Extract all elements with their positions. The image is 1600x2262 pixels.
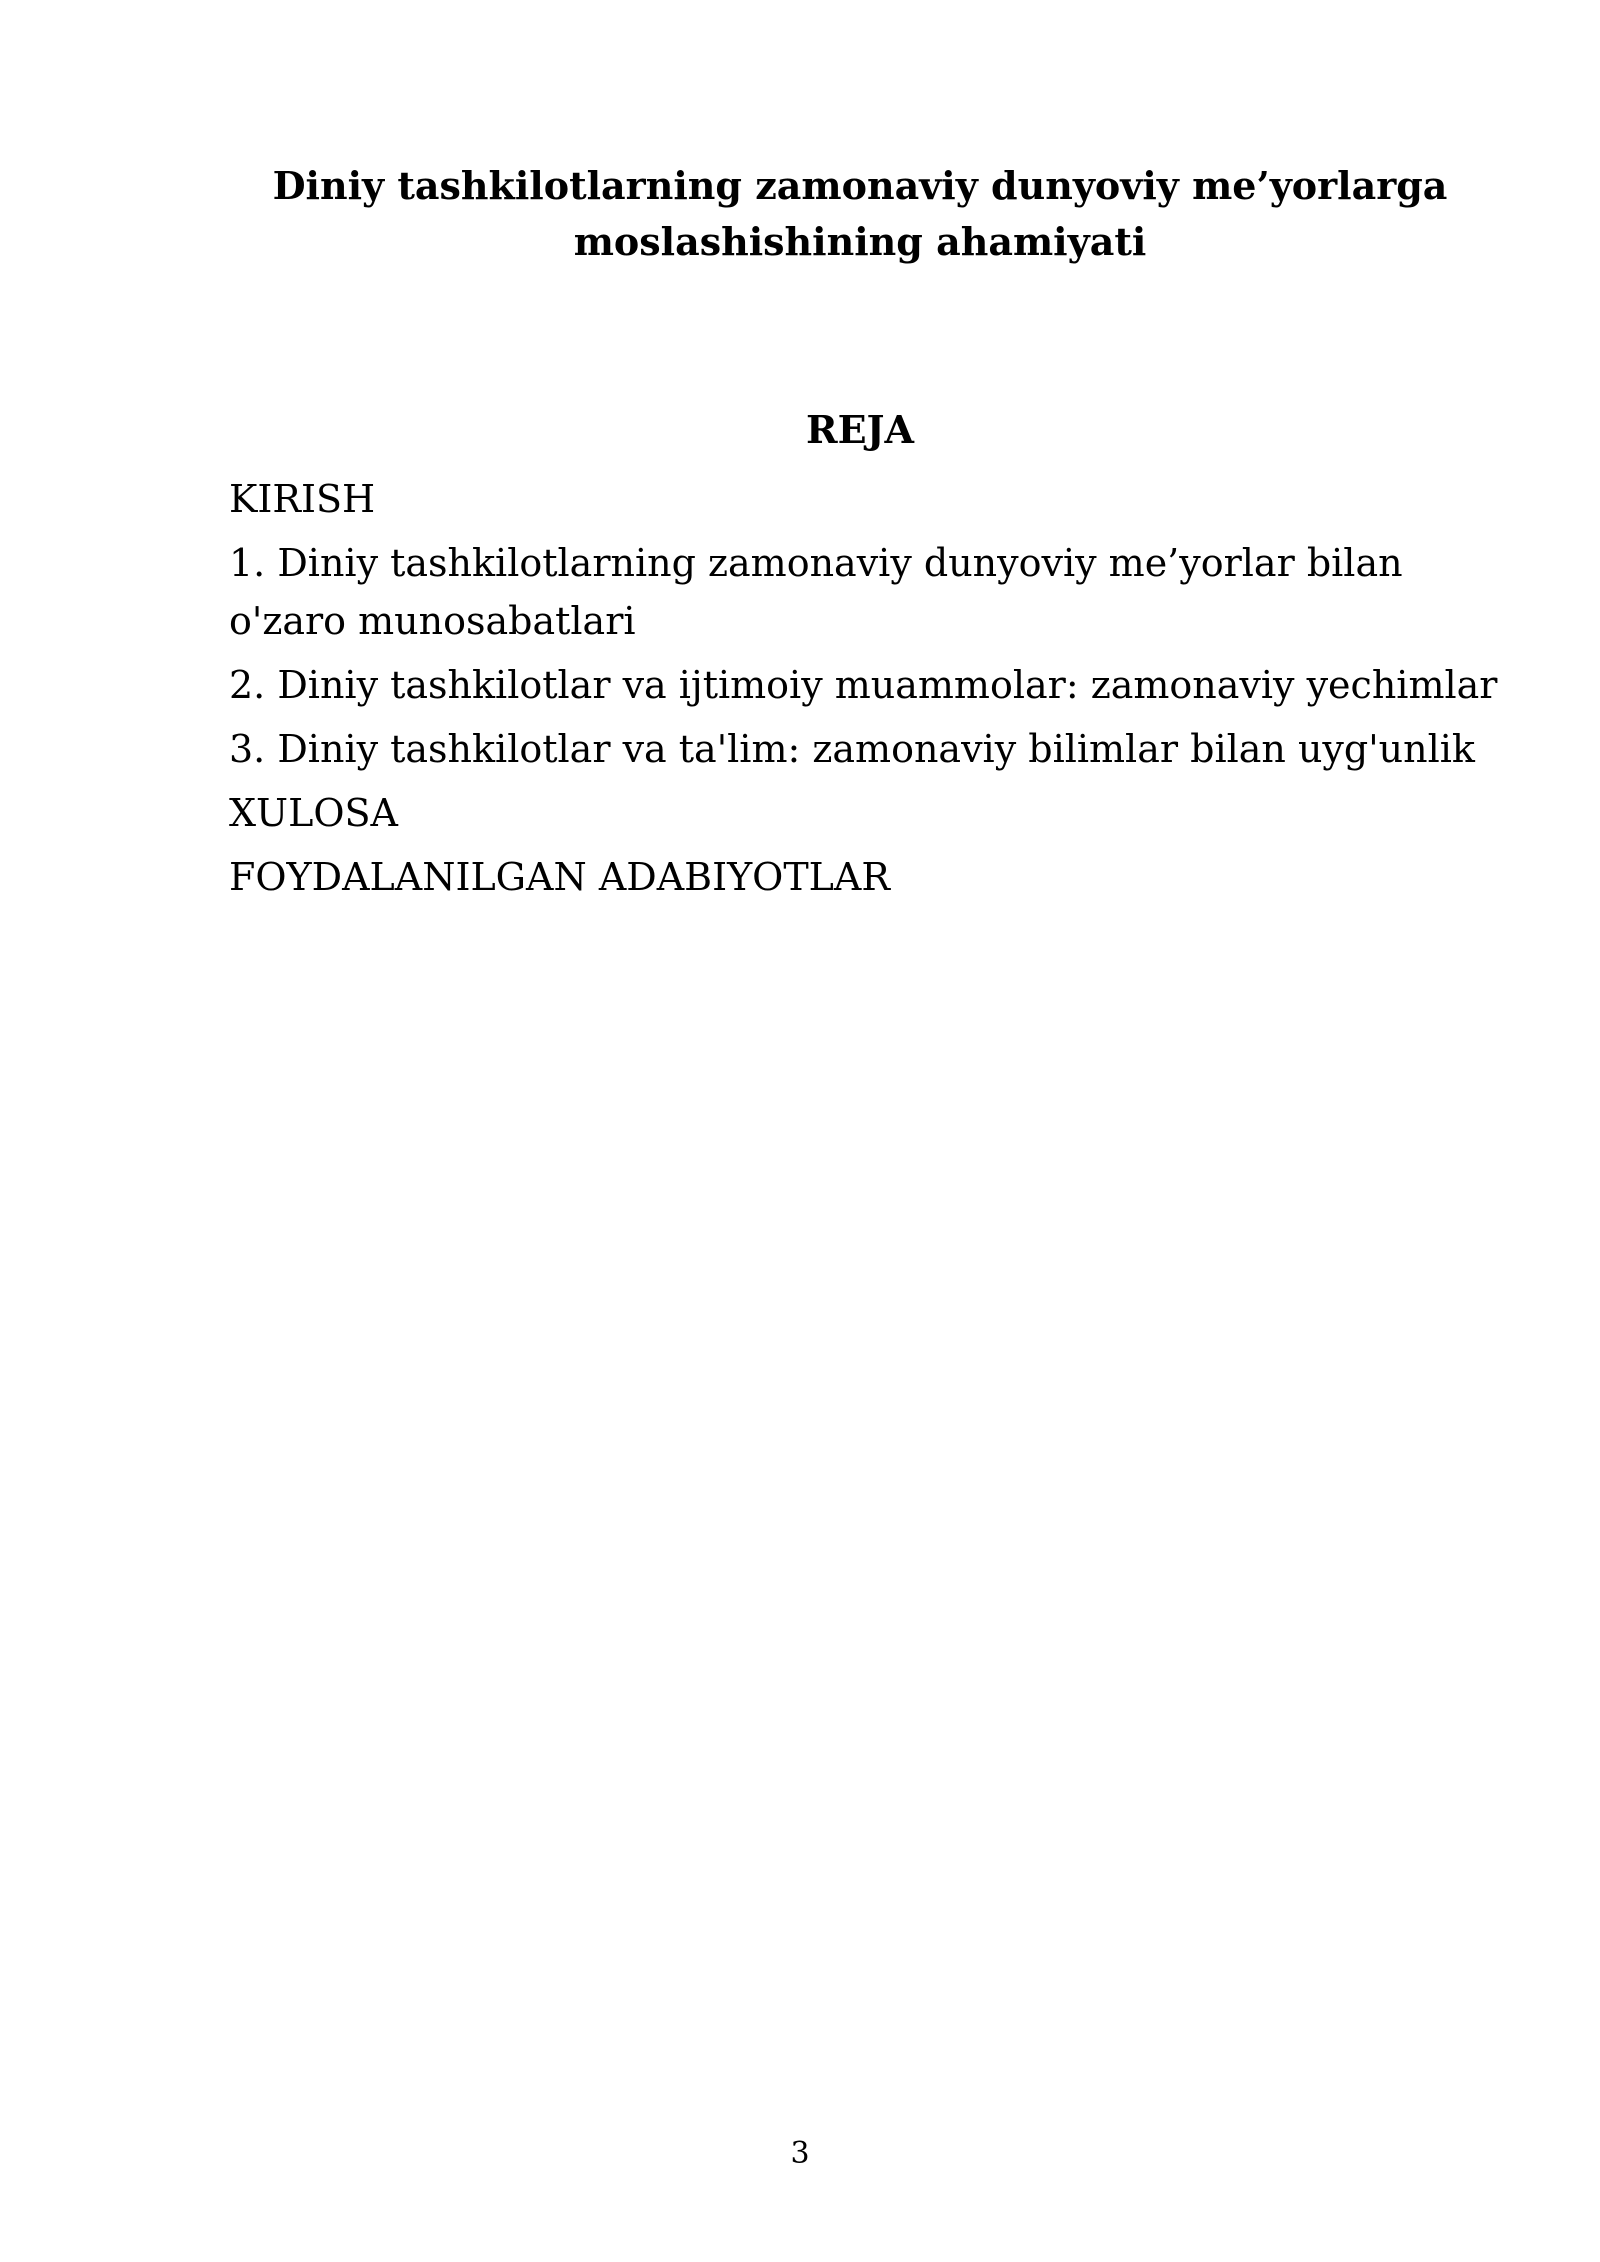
plan-item-conclusion: XULOSA bbox=[229, 791, 398, 835]
plan-list bbox=[229, 470, 1529, 912]
plan-item-2: 2. Diniy tashkilotlar va ijtimoiy muammolar: zamonaviy yechimlar bbox=[229, 663, 1498, 707]
plan-item-references: FOYDALANILGAN ADABIYOTLAR bbox=[229, 855, 890, 899]
plan-heading: REJA bbox=[805, 407, 914, 452]
plan-item-3: 3. Diniy tashkilotlar va ta'lim: zamonaviy bilimlar bilan uyg'unlik bbox=[229, 727, 1475, 771]
document-title: Diniy tashkilotlarning zamonaviy dunyoviy me’yorlarga moslashishining ahamiyati bbox=[272, 163, 1448, 264]
plan-item-1: 1. Diniy tashkilotlarning zamonaviy dunyoviy me’yorlar bilan o'zaro munosabatlari bbox=[229, 541, 1403, 643]
plan-item-intro: KIRISH bbox=[229, 477, 376, 521]
page-number: 3 bbox=[790, 2136, 810, 2171]
